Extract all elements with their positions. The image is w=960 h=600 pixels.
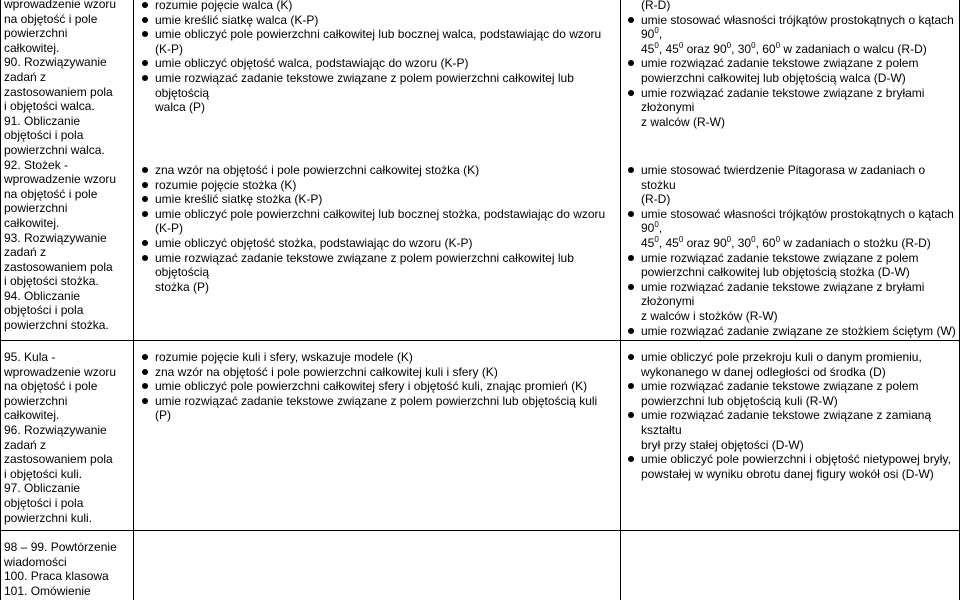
basic-requirements-walec	[141, 0, 616, 115]
column-divider	[133, 0, 134, 600]
list-item: umie obliczyć pole powierzchni całkowitej lub bocznej walca, podstawiając do wzoru (K-P)	[141, 27, 616, 56]
table-border-left	[0, 0, 1, 600]
list-item: umie rozwiązać zadanie tekstowe związane z polem powierzchni lub objętością kuli (R-W)	[627, 379, 957, 408]
topic-cell-kula: 95. Kula - wprowadzenie wzoru na objętość i pole powierzchni całkowitej. 96. Rozwiązywanie zadań z zastosowaniem pola i objętości kuli. 97. Obliczanie objętości i pola powierzchni kuli.	[4, 350, 117, 525]
list-item: umie rozwiązać zadanie związane ze stożkiem ściętym (W)	[627, 324, 957, 339]
list-item: rozumie pojęcie kuli i sfery, wskazuje modele (K)	[141, 350, 616, 365]
row-divider	[0, 340, 960, 341]
list-item-continuation: (R-D)	[641, 0, 671, 12]
list-item: umie stosować twierdzenie Pitagorasa w zadaniach o stożku (R-D)	[627, 163, 957, 207]
list-item: umie rozwiązać zadanie tekstowe związane z polem powierzchni całkowitej lub objętością walca (P)	[141, 71, 616, 115]
list-item: umie obliczyć pole powierzchni całkowitej sfery i objętość kuli, znając promień (K)	[141, 379, 616, 394]
list-item: umie rozwiązać zadanie tekstowe związane z polem powierzchni całkowitej lub objętością stożka (P)	[141, 251, 616, 295]
list-item: umie kreślić siatkę stożka (K-P)	[141, 192, 616, 207]
extended-requirements-stozek	[627, 163, 957, 338]
list-item: umie rozwiązać zadanie tekstowe związane z polem powierzchni całkowitej lub objętością walca (D-W)	[627, 56, 957, 85]
basic-requirements-kula	[141, 350, 616, 423]
list-item: umie kreślić siatkę walca (K-P)	[141, 13, 616, 28]
list-item: umie obliczyć pole przekroju kuli o danym promieniu, wykonanego w danej odległości od środka (D)	[627, 350, 957, 379]
list-item: rozumie pojęcie walca (K)	[141, 0, 616, 13]
column-divider	[620, 0, 621, 600]
extended-requirements-kula	[627, 350, 957, 481]
list-item: umie rozwiązać zadanie tekstowe związane z bryłami złożonymi z walców (R-W)	[627, 86, 957, 130]
list-item: umie rozwiązać zadanie tekstowe związane z bryłami złożonymi z walców i stożków (R-W)	[627, 280, 957, 324]
list-item: zna wzór na objętość i pole powierzchni całkowitej stożka (K)	[141, 163, 616, 178]
topic-cell-walec-stozek: wprowadzenie wzoru na objętość i pole powierzchni całkowitej. 90. Rozwiązywanie zadań z zastosowaniem pola i objętości walca. 91. Obliczanie objętości i pola powierzchni walca. 92. Stożek - wprowadzenie wzoru na objętość i pole powierzchni całkowitej. 93. Rozwiązywanie zadań z zastosowaniem pola i objętości stożka. 94. Obliczanie objętości i pola powierzchni stożka.	[4, 0, 117, 333]
row-divider	[0, 530, 960, 531]
list-item: rozumie pojęcie stożka (K)	[141, 178, 616, 193]
list-item: umie rozwiązać zadanie tekstowe związane z zamianą kształtu brył przy stałej objętości (D-W)	[627, 408, 957, 452]
list-item: umie rozwiązać zadanie tekstowe związane z polem powierzchni lub objętością kuli (P)	[141, 394, 616, 423]
topic-cell-powtorzenie: 98 – 99. Powtórzenie wiadomości 100. Praca klasowa 101. Omówienie	[4, 540, 117, 598]
list-item: umie rozwiązać zadanie tekstowe związane z polem powierzchni całkowitej lub objętością stożka (D-W)	[627, 251, 957, 280]
list-item: umie stosować własności trójkątów prostokątnych o kątach $90^0$, $45^0$, $45^0$ oraz $90^0$, $30^0$, $60^0$ w zadaniach o walcu (R-D)	[627, 13, 957, 57]
list-item: umie obliczyć pole powierzchni całkowitej lub bocznej stożka, podstawiając do wzoru (K-P)	[141, 207, 616, 236]
list-item: zna wzór na objętość i pole powierzchni całkowitej kuli i sfery (K)	[141, 365, 616, 380]
extended-requirements-walec	[627, 0, 957, 129]
list-item: umie stosować własności trójkątów prostokątnych o kątach $90^0$, $45^0$, $45^0$ oraz $90^0$, $30^0$, $60^0$ w zadaniach o stożku (R-D)	[627, 207, 957, 251]
list-item: umie obliczyć objętość stożka, podstawiając do wzoru (K-P)	[141, 236, 616, 251]
basic-requirements-stozek	[141, 163, 616, 294]
list-item: umie obliczyć objętość walca, podstawiając do wzoru (K-P)	[141, 56, 616, 71]
list-item: umie obliczyć pole powierzchni i objętość nietypowej bryły, powstałej w wyniku obrotu danej figury wokół osi (D-W)	[627, 452, 957, 481]
